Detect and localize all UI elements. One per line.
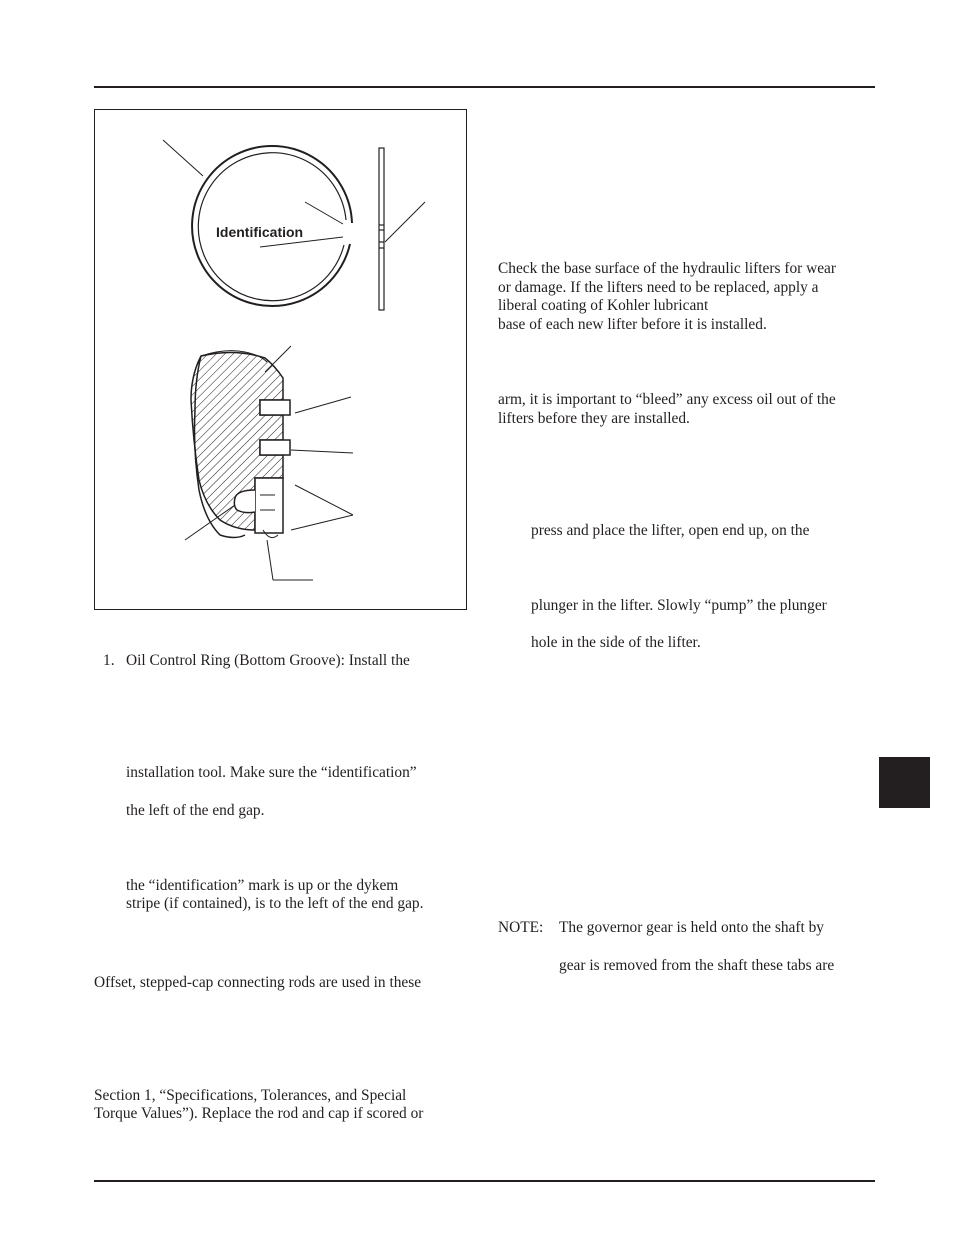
step1-line3: the left of the end gap.: [126, 802, 265, 819]
lifters-line3: liberal coating of Kohler lubricant: [498, 297, 709, 314]
plunger-line1: plunger in the lifter. Slowly “pump” the plunger: [531, 597, 827, 614]
identification-label: Identification: [216, 224, 304, 240]
step1-line5: stripe (if contained), is to the left of the end gap.: [126, 895, 424, 912]
rods-line3: Torque Values”). Replace the rod and cap if scored or: [94, 1105, 424, 1122]
note-line2: gear is removed from the shaft these tabs are: [559, 957, 835, 974]
section-tab: [879, 757, 930, 808]
press-line1: press and place the lifter, open end up, on the: [531, 522, 810, 539]
rods-line2: Section 1, “Specifications, Tolerances, and Special: [94, 1087, 407, 1104]
piston-ring-figure: [94, 109, 467, 610]
lifters-line1: Check the base surface of the hydraulic lifters for wear: [498, 260, 837, 277]
note-label: NOTE:: [498, 919, 544, 936]
header-rule: [94, 86, 875, 88]
step1-number: 1.: [103, 652, 115, 669]
step1-line2: installation tool. Make sure the “identification”: [126, 764, 417, 781]
piston-cross-section: [191, 351, 290, 538]
lifters-line2: or damage. If the lifters need to be replaced, apply a: [498, 279, 819, 296]
footer-rule: [94, 1180, 875, 1182]
bleed-line2: lifters before they are installed.: [498, 410, 690, 427]
hole-line1: hole in the side of the lifter.: [531, 634, 701, 651]
piston-ring-diagram: [95, 110, 468, 611]
step1-line4: the “identification” mark is up or the dykem: [126, 877, 399, 894]
lifters-line4: base of each new lifter before it is installed.: [498, 316, 767, 333]
note-line1: The governor gear is held onto the shaft by: [559, 919, 824, 936]
ring-side-view: [379, 148, 384, 310]
step1-line1: Oil Control Ring (Bottom Groove): Install the: [126, 652, 410, 669]
bleed-line1: arm, it is important to “bleed” any excess oil out of the: [498, 391, 836, 408]
rods-line1: Offset, stepped-cap connecting rods are used in these: [94, 974, 422, 991]
